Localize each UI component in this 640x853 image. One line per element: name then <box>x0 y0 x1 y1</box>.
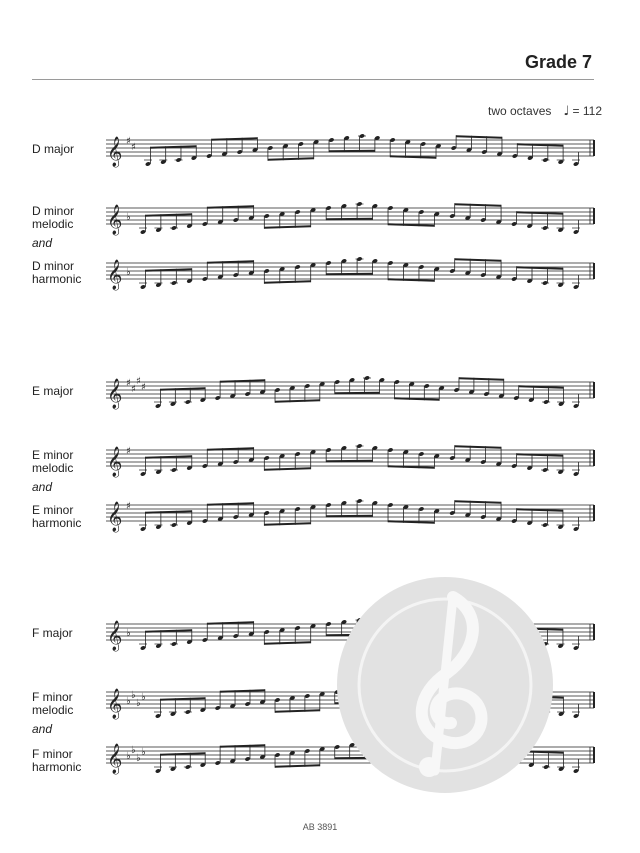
staff-d-minor-harmonic <box>106 255 598 291</box>
staff-d-major <box>106 132 598 168</box>
staff-d-minor-melodic <box>106 200 598 236</box>
sharp-icon: ♯ <box>131 142 136 153</box>
label-line: harmonic <box>32 516 82 530</box>
final-barline <box>593 450 595 466</box>
treble-clef-icon: 𝄞 <box>107 260 123 290</box>
sharp-icon: ♯ <box>131 384 136 395</box>
beam <box>264 641 310 645</box>
beam <box>459 742 504 746</box>
staff-notation <box>106 132 598 168</box>
label-line: harmonic <box>32 272 82 286</box>
flat-icon: ♭ <box>126 212 131 223</box>
beam <box>268 157 314 161</box>
grade-heading: Grade 7 <box>524 52 592 72</box>
final-barline <box>593 208 595 224</box>
page-footer: AB 3891 <box>302 822 338 832</box>
label-line: E minor <box>32 448 74 462</box>
label-line: harmonic <box>32 760 82 774</box>
treble-clef-icon: 𝄞 <box>107 137 123 167</box>
beam <box>264 467 310 471</box>
treble-clef-icon: 𝄞 <box>107 502 123 532</box>
flat-icon: ♭ <box>131 745 136 756</box>
flat-icon: ♭ <box>126 696 131 707</box>
staff-notation <box>106 684 598 720</box>
final-barline <box>593 263 595 279</box>
treble-clef-icon: 𝄞 <box>107 447 123 477</box>
beam <box>455 500 501 504</box>
label-line: melodic <box>32 703 74 717</box>
label-d-major: D major <box>32 142 75 156</box>
label-line: E minor <box>32 503 74 517</box>
staff-e-minor-harmonic <box>106 497 598 533</box>
staff-f-minor-melodic <box>106 684 598 720</box>
flat-icon: ♭ <box>126 267 131 278</box>
label-and: and <box>32 480 53 494</box>
staff-e-major <box>106 374 598 410</box>
staff-f-minor-harmonic <box>106 739 598 775</box>
flat-icon: ♭ <box>136 753 141 764</box>
flat-icon: ♭ <box>131 690 136 701</box>
label-d-minor-melodic <box>32 205 102 231</box>
staff-e-minor-melodic <box>106 442 598 478</box>
final-barline <box>593 747 595 763</box>
label-line: melodic <box>32 461 74 475</box>
label-line: F minor <box>32 690 73 704</box>
flat-icon: ♭ <box>136 698 141 709</box>
label-line: F minor <box>32 747 73 761</box>
beam <box>264 225 310 229</box>
treble-clef-icon: 𝄞 <box>107 379 123 409</box>
staff-notation <box>106 497 598 533</box>
beam <box>275 764 320 768</box>
flat-icon: ♭ <box>126 751 131 762</box>
staff-notation <box>106 374 598 410</box>
sharp-icon: ♯ <box>126 446 131 457</box>
staff-f-major <box>106 616 598 652</box>
label-f-minor-harmonic <box>32 748 102 774</box>
flat-icon: ♭ <box>141 692 146 703</box>
label-and: and <box>32 722 53 736</box>
treble-clef-icon: 𝄞 <box>107 744 123 774</box>
beam <box>455 619 501 623</box>
beam <box>275 709 320 713</box>
label-e-major: E major <box>32 384 74 398</box>
staff-notation <box>106 255 598 291</box>
crotchet-icon: ♩ <box>563 104 570 119</box>
label-e-minor-harmonic <box>32 504 102 530</box>
staff-notation <box>106 739 598 775</box>
sharp-icon: ♯ <box>141 382 146 393</box>
flat-icon: ♭ <box>126 628 131 639</box>
label-line: D minor <box>32 204 75 218</box>
sharp-icon: ♯ <box>136 376 141 387</box>
label-f-minor-melodic <box>32 691 102 717</box>
beam <box>456 135 502 139</box>
label-and: and <box>32 236 53 250</box>
staff-notation <box>106 442 598 478</box>
treble-clef-icon: 𝄞 <box>107 621 123 651</box>
treble-clef-icon: 𝄞 <box>107 205 123 235</box>
label-line: D minor <box>32 259 75 273</box>
final-barline <box>593 505 595 521</box>
staff-notation <box>106 200 598 236</box>
sharp-icon: ♯ <box>126 136 131 147</box>
tempo-text: two octaves <box>488 104 552 118</box>
sharp-icon: ♯ <box>126 501 131 512</box>
final-barline <box>593 624 595 640</box>
beam <box>264 280 310 284</box>
flat-icon: ♭ <box>141 747 146 758</box>
final-barline <box>593 382 595 398</box>
label-f-major: F major <box>32 626 73 640</box>
header-rule <box>32 79 594 80</box>
label-e-minor-melodic <box>32 449 102 475</box>
beam <box>264 522 310 526</box>
label-d-minor-harmonic <box>32 260 102 286</box>
treble-clef-icon: 𝄞 <box>107 689 123 719</box>
beam <box>459 377 504 381</box>
final-barline <box>593 140 595 156</box>
beam <box>455 445 501 449</box>
sharp-icon: ♯ <box>126 378 131 389</box>
staff-notation <box>106 616 598 652</box>
beam <box>459 687 504 691</box>
tempo-bpm: = 112 <box>572 104 602 118</box>
tempo-marking <box>488 104 602 119</box>
beam <box>275 399 320 403</box>
beam <box>455 203 501 207</box>
label-line: melodic <box>32 217 74 231</box>
beam <box>455 258 501 262</box>
final-barline <box>593 692 595 708</box>
